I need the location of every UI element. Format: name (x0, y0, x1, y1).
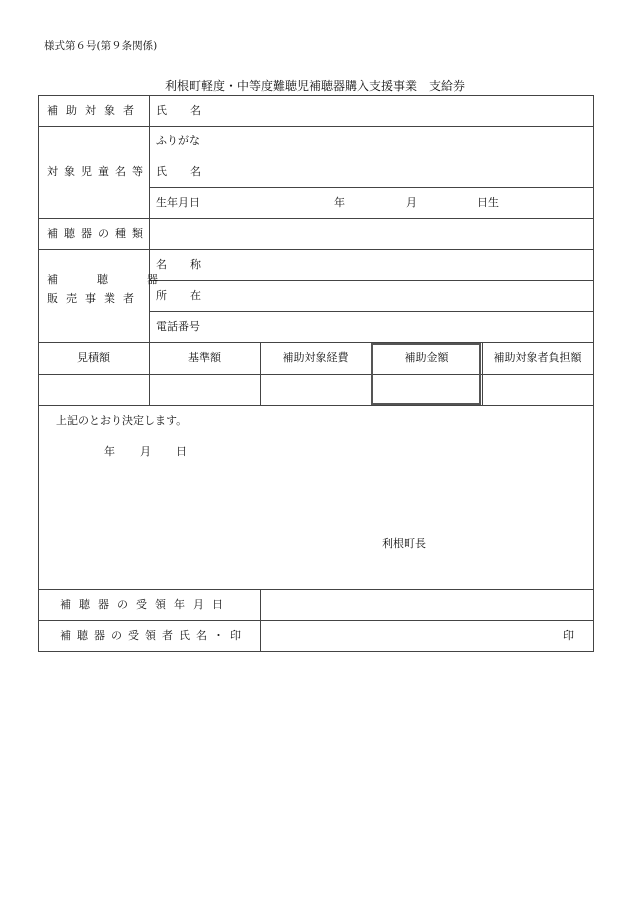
decision-day: 日 (176, 445, 187, 458)
child-label: 対象児童名等 (47, 165, 149, 178)
subsidy-amount-header: 補助金額 (404, 351, 449, 364)
form-number: 様式第６号(第９条関係) (44, 40, 158, 52)
standard-amount-header: 基準額 (188, 351, 221, 364)
estimate-header: 見積額 (77, 351, 110, 364)
child-name-label: 氏 名 (156, 165, 207, 178)
vendor-phone-label: 電話番号 (156, 320, 200, 333)
decision-year: 年 (104, 445, 115, 458)
birth-year: 年 (334, 196, 345, 209)
vendor-name-label: 名 称 (156, 258, 207, 271)
vendor-label-line2: 販売事業者 (47, 292, 142, 305)
device-type-label: 補聴器の種類 (47, 227, 149, 240)
subsidy-target-name-label: 氏 名 (156, 104, 207, 117)
birth-month: 月 (406, 196, 417, 209)
issuer-title: 利根町長 (382, 537, 426, 550)
subsidy-target-label: 補助対象者 (47, 104, 142, 117)
eligible-expense-header: 補助対象経費 (282, 351, 349, 364)
decision-month: 月 (140, 445, 151, 458)
furigana-label: ふりがな (156, 134, 200, 147)
birthdate-label: 生年月日 (156, 196, 200, 209)
vendor-label-line1: 補 聴 器 (47, 273, 172, 286)
receive-date-label: 補聴器の受領年月日 (60, 598, 231, 611)
seal-mark: 印 (563, 629, 574, 642)
vendor-address-label: 所 在 (156, 289, 207, 302)
decision-statement: 上記のとおり決定します。 (56, 414, 188, 427)
birth-day: 日生 (477, 196, 499, 209)
recipient-burden-header: 補助対象者負担額 (493, 351, 582, 364)
receiver-name-label: 補聴器の受領者氏名・印 (60, 629, 247, 642)
form-title: 利根町軽度・中等度難聴児補聴器購入支援事業 支給券 (164, 79, 465, 93)
